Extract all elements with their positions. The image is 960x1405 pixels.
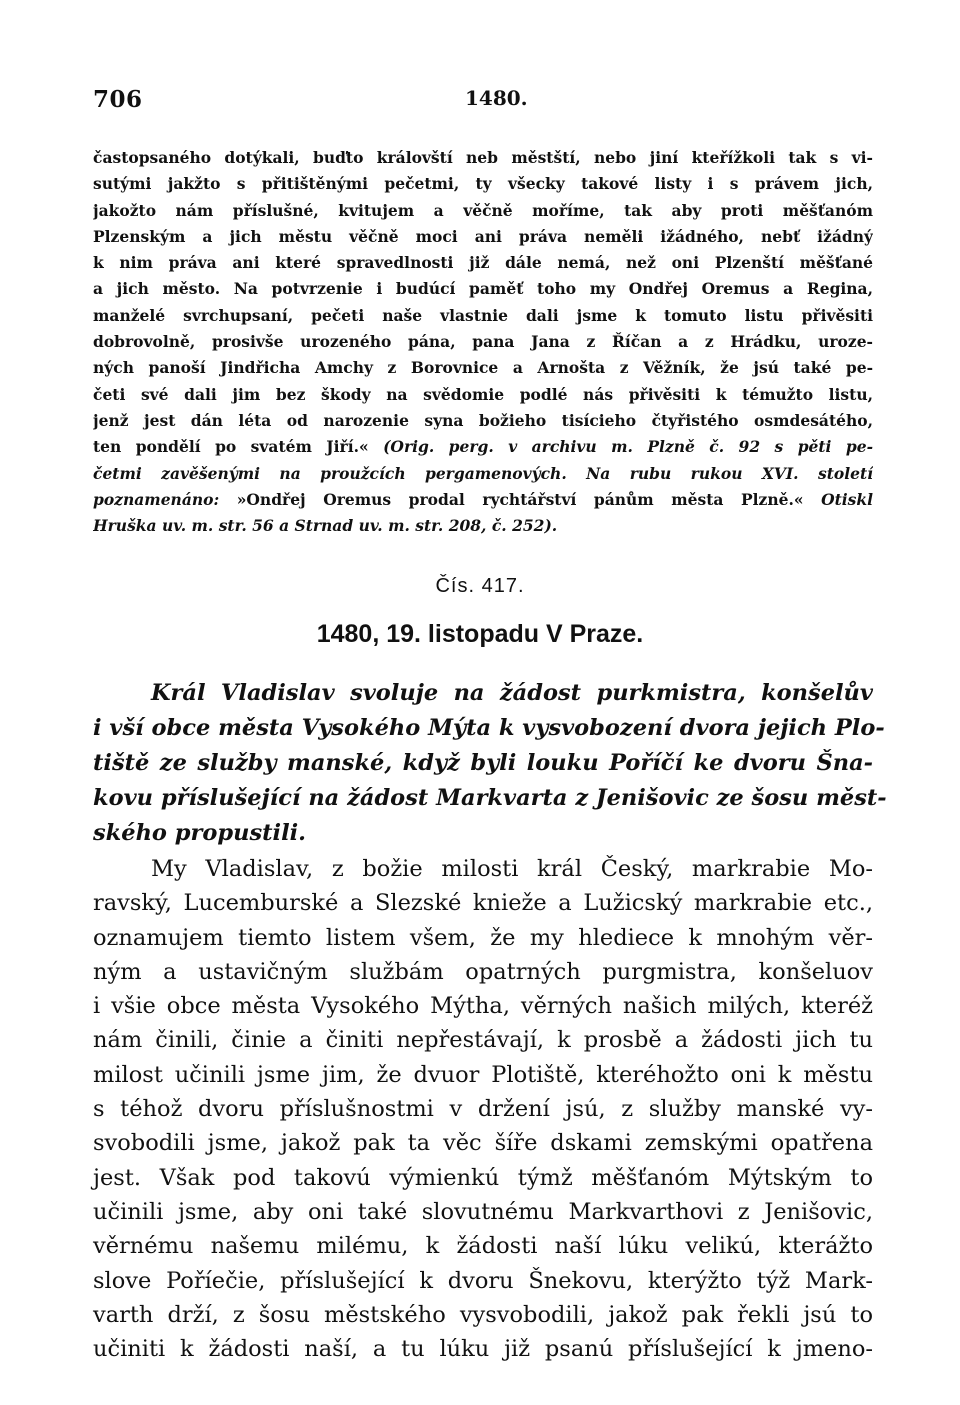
text-line bbox=[93, 434, 873, 460]
text-line: a jich město. Na potvrzenie i budúcí paměť toho my Ondřej Oremus a Regina, bbox=[93, 279, 873, 299]
body-line: s téhož dvoru příslušnostmi v držení jsú, z služby manské vy- bbox=[93, 1096, 873, 1123]
archival-note-part: Otiskl bbox=[803, 489, 873, 509]
body-line: učinili jsme, aby oni také slovutnému Markvarthovi z Jenišovic, bbox=[93, 1198, 873, 1225]
text-line: sutými jakžto s přitištěnými pečetmi, ty všecky takové listy i s právem jich, bbox=[93, 174, 873, 194]
summary-line: kovu příslušející na žádost Markvarta z Jenišovic ze šosu měst- bbox=[93, 785, 887, 811]
body-line: svobodili jsme, jakož pak ta věc šíře dskami zemskými opatřena bbox=[93, 1130, 873, 1157]
summary-line: tiště ze služby manské, když byli louku Poříčí ke dvoru Šna- bbox=[93, 750, 873, 776]
body-line: nám činili, činie a činiti nepřestávají, k prosbě a žádosti jich tu bbox=[93, 1027, 873, 1054]
body-line: i všie obce města Vysokého Mýtha, věrných našich milých, kteréž bbox=[93, 993, 873, 1020]
body-line: věrnému našemu milému, k žádosti naší lúku velikú, kterážto bbox=[93, 1233, 873, 1260]
text-line: častopsaného dotýkali, buďto královští neb městští, nebo jiní kteřížkoli tak s vi- bbox=[93, 148, 873, 167]
text-line: k nim práva ani které spravedlnosti již dále nemá, než oni Plzenští měšťané bbox=[93, 253, 873, 273]
text-line: jakožto nám příslušné, kvitujem a věčně moříme, tak aby proti měšťanóm bbox=[93, 200, 873, 220]
body-line: My Vladislav, z božie milosti král Český, markrabie Mo- bbox=[151, 856, 873, 882]
archival-note-line bbox=[93, 487, 873, 513]
archival-note-line: Hruška uv. m. str. 56 a Strnad uv. m. str. 208, č. 252). bbox=[93, 516, 558, 536]
page-number: 706 bbox=[93, 86, 143, 113]
text-line: četi své dali jim bez škody na svědomie podlé nás přivěsiti k témužto listu, bbox=[93, 384, 873, 404]
body-line: jest. Však pod takovú výmienkú týmž měšťanóm Mýtským to bbox=[93, 1164, 873, 1191]
archival-note-part: poznamenáno: bbox=[93, 489, 237, 509]
archival-quote: »Ondřej Oremus prodal rychtářství pánům města Plzně.« bbox=[236, 489, 804, 509]
summary-line: i vší obce města Vysokého Mýta k vysvobození dvora jejich Plo- bbox=[93, 715, 885, 741]
summary-line: ského propustili. bbox=[93, 820, 306, 846]
text-line: Plzenským a jich městu věčně moci ani práva neměli ižádného, nebť ižádný bbox=[93, 226, 873, 246]
body-line: oznamujem tiemto listem všem, že my hlediece k mnohým věr- bbox=[93, 924, 873, 951]
body-line: ravský, Lucemburské a Slezské knieže a Lužicský markrabie etc., bbox=[93, 890, 873, 917]
summary-line: Král Vladislav svoluje na žádost purkmistra, konšelův bbox=[151, 680, 873, 706]
archival-note: (Orig. perg. v archivu m. Plzně č. 92 s pěti pe- bbox=[368, 437, 873, 457]
body-line: varth drží, z šosu městského vysvobodili, jakož pak řekli jsú to bbox=[93, 1301, 873, 1328]
body-line: ným a ustavičným službám opatrných purgmistra, konšeluov bbox=[93, 958, 873, 985]
body-line: učiniti k žádosti naší, a tu lúku již psanú příslušející k jmeno- bbox=[93, 1336, 873, 1363]
text-line: manželé svrchupsaní, pečeti naše vlastnie dali jsme k tomuto listu přivěsiti bbox=[93, 305, 873, 325]
text-line-end: ten pondělí po svatém Jiří.« bbox=[93, 437, 369, 457]
body-line: milost učinili jsme jim, že dvuor Plotiště, kteréhožto oni k městu bbox=[93, 1061, 873, 1088]
text-line: ných panoší Jindřicha Amchy z Borovnice a Arnošta z Věžník, že jsú také pe- bbox=[93, 358, 873, 378]
document-date: 1480, 19. listopadu V Praze. bbox=[316, 620, 644, 648]
document-number: Čís. 417. bbox=[435, 575, 525, 597]
document-body bbox=[93, 852, 873, 1366]
text-line: dobrovolně, prosivše urozeného pána, pana Jana z Říčan a z Hrádku, uroze- bbox=[93, 332, 873, 352]
running-header-year: 1480. bbox=[465, 86, 528, 110]
archival-note-line: četmi zavěšenými na proužcích pergamenových. Na rubu rukou XVI. století bbox=[93, 463, 873, 483]
text-line: jenž jest dán léta od narozenie syna božieho tisícieho čtyřistého osmdesátého, bbox=[93, 410, 873, 430]
document-summary bbox=[93, 676, 887, 851]
body-line: slove Poříečie, příslušející k dvoru Šnekovu, kterýžto týž Mark- bbox=[93, 1267, 873, 1294]
previous-document-text bbox=[93, 145, 873, 539]
